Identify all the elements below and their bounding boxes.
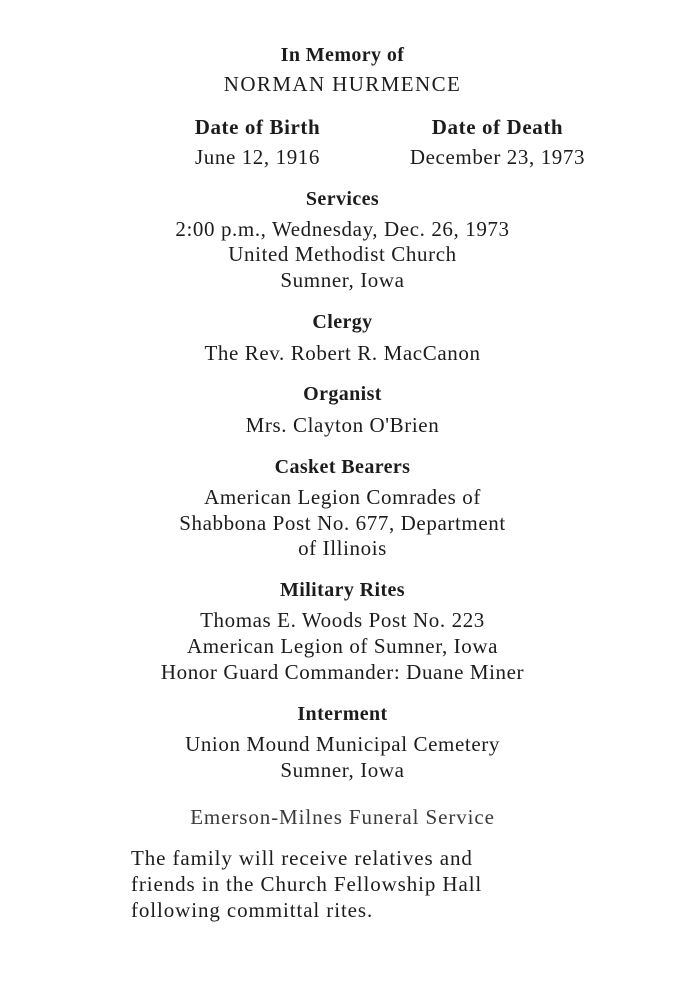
section-heading: Services (305, 188, 380, 210)
funeral-home: Emerson-Milnes Funeral Service (190, 805, 495, 829)
death-date-value: December 23, 1973 (409, 145, 586, 169)
closing-note-line: The family will receive relatives and (131, 846, 473, 870)
section-line: The Rev. Robert R. MacCanon (204, 341, 481, 365)
deceased-name: NORMAN HURMENCE (223, 72, 462, 96)
section-heading: Casket Bearers (274, 456, 411, 478)
section-line: Thomas E. Woods Post No. 223 (200, 608, 485, 632)
section-heading: Interment (297, 703, 388, 725)
section-line: American Legion of Sumner, Iowa (186, 634, 499, 658)
closing-note-line: friends in the Church Fellowship Hall (131, 872, 483, 896)
closing-note-line: following committal rites. (131, 898, 374, 922)
birth-date-label: Date of Birth (194, 115, 321, 139)
section-line: of Illinois (298, 536, 387, 560)
card-heading: In Memory of (280, 44, 405, 66)
birth-date-value: June 12, 1916 (194, 145, 321, 169)
section-line: Shabbona Post No. 677, Department (179, 511, 506, 535)
section-line: 2:00 p.m., Wednesday, Dec. 26, 1973 (175, 217, 510, 241)
section-line: Mrs. Clayton O'Brien (245, 413, 440, 437)
section-line: Union Mound Municipal Cemetery (185, 732, 500, 756)
section-line: Honor Guard Commander: Duane Miner (160, 660, 525, 684)
section-heading: Organist (303, 383, 382, 405)
section-heading: Clergy (312, 311, 373, 333)
section-line: American Legion Comrades of (204, 485, 481, 509)
section-line: United Methodist Church (228, 242, 457, 266)
death-date-label: Date of Death (431, 115, 564, 139)
section-heading: Military Rites (279, 579, 405, 601)
section-line: Sumner, Iowa (280, 268, 405, 292)
section-line: Sumner, Iowa (280, 758, 405, 782)
